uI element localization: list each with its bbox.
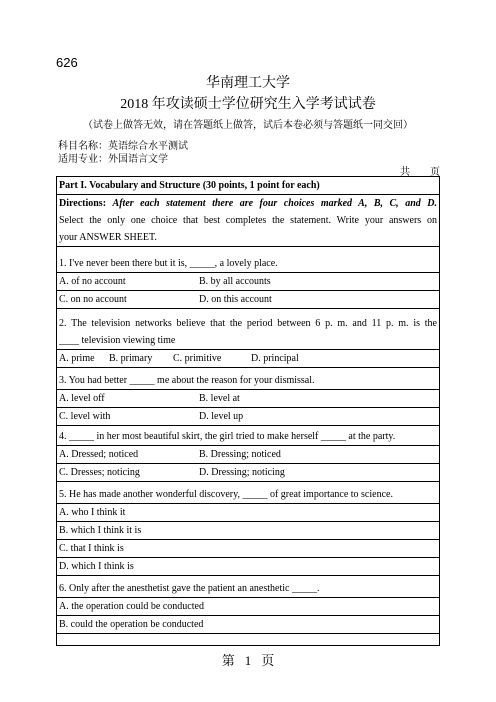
option-a: A. prime: [59, 353, 95, 364]
directions-line-3: your ANSWER SHEET.: [57, 229, 439, 247]
option-c: C. primitive: [173, 353, 222, 364]
option-a: A. of no account: [59, 276, 126, 287]
question-3-stem: 3. You had better _____ me about the reason for your dismissal.: [57, 372, 439, 390]
question-2-options: [57, 350, 439, 368]
option-d: D. principal: [251, 353, 299, 364]
question-6-option-a: A. the operation could be conducted: [57, 598, 439, 616]
option-d: D. on this account: [199, 294, 272, 305]
part-title: Part I. Vocabulary and Structure (30 points, 1 point for each): [57, 177, 439, 195]
question-4-options-row-2: [57, 464, 439, 482]
question-3-options-row-1: [57, 390, 439, 408]
question-1-options-row-1: [57, 273, 439, 291]
exam-content-box: [56, 176, 440, 646]
question-5-stem: 5. He has made another wonderful discovery, _____ of great importance to science.: [57, 486, 439, 504]
exam-title: 2018 年攻读硕士学位研究生入学考试试卷: [120, 97, 376, 112]
option-b: B. by all accounts: [199, 276, 271, 287]
page-prefix: 第: [221, 653, 235, 668]
question-4-options-row-1: [57, 446, 439, 464]
option-a: A. level off: [59, 393, 105, 404]
question-6-stem: 6. Only after the anesthetist gave the patient an anesthetic _____.: [57, 580, 439, 598]
question-1-options-row-2: [57, 291, 439, 309]
question-5-option-d: D. which I think is: [57, 558, 439, 576]
question-5-option-b: B. which I think it is: [57, 522, 439, 540]
directions-line-2: Select the only one choice that best completes the statement. Write your answers on: [59, 215, 437, 226]
option-b: B. primary: [109, 353, 153, 364]
directions-label: Directions:: [59, 198, 107, 209]
question-2-stem-line-1: 2. The television networks believe that the period between 6 p. m. and 11 p. m. is the: [59, 318, 437, 329]
total-label-1: 共: [400, 167, 410, 178]
option-c: C. level with: [59, 411, 111, 422]
option-d: D. Dressing; noticing: [199, 467, 285, 478]
question-2-stem-line-2: ____ television viewing time: [57, 332, 439, 350]
question-6-option-b: B. could the operation be conducted: [57, 616, 439, 634]
page-suffix: 页: [261, 653, 275, 668]
page-footer: [0, 650, 496, 669]
option-b: B. level at: [199, 393, 240, 404]
exam-notice: （试卷上做答无效，请在答题纸上做答，试后本卷必须与答题纸一同交回）: [83, 120, 413, 131]
directions-line-1: [57, 195, 439, 212]
option-d: D. level up: [199, 411, 244, 422]
option-a: A. Dressed; noticed: [59, 449, 139, 460]
university-name: 华南理工大学: [206, 76, 290, 91]
option-c: C. on no account: [59, 294, 127, 305]
question-1-stem: 1. I've never been there but it is, _____, a lovely place.: [57, 255, 439, 273]
applicable-major: 适用专业：外国语言文学: [58, 154, 168, 165]
directions-text-1: After each statement there are four choices marked A, B, C, and D.: [112, 198, 437, 209]
question-4-stem: 4. _____ in her most beautiful skirt, the girl tried to make herself _____ at the party.: [57, 428, 439, 446]
total-label-2: 页: [430, 167, 440, 178]
subject-name: 科目名称：英语综合水平测试: [58, 141, 188, 152]
option-c: C. Dresses; noticing: [59, 467, 140, 478]
option-b: B. Dressing; noticed: [199, 449, 281, 460]
question-5-option-c: C. that I think is: [57, 540, 439, 558]
exam-code: 626: [56, 55, 78, 70]
question-5-option-a: A. who I think it: [57, 504, 439, 522]
question-3-options-row-2: [57, 408, 439, 426]
page-number: 1: [244, 653, 252, 668]
